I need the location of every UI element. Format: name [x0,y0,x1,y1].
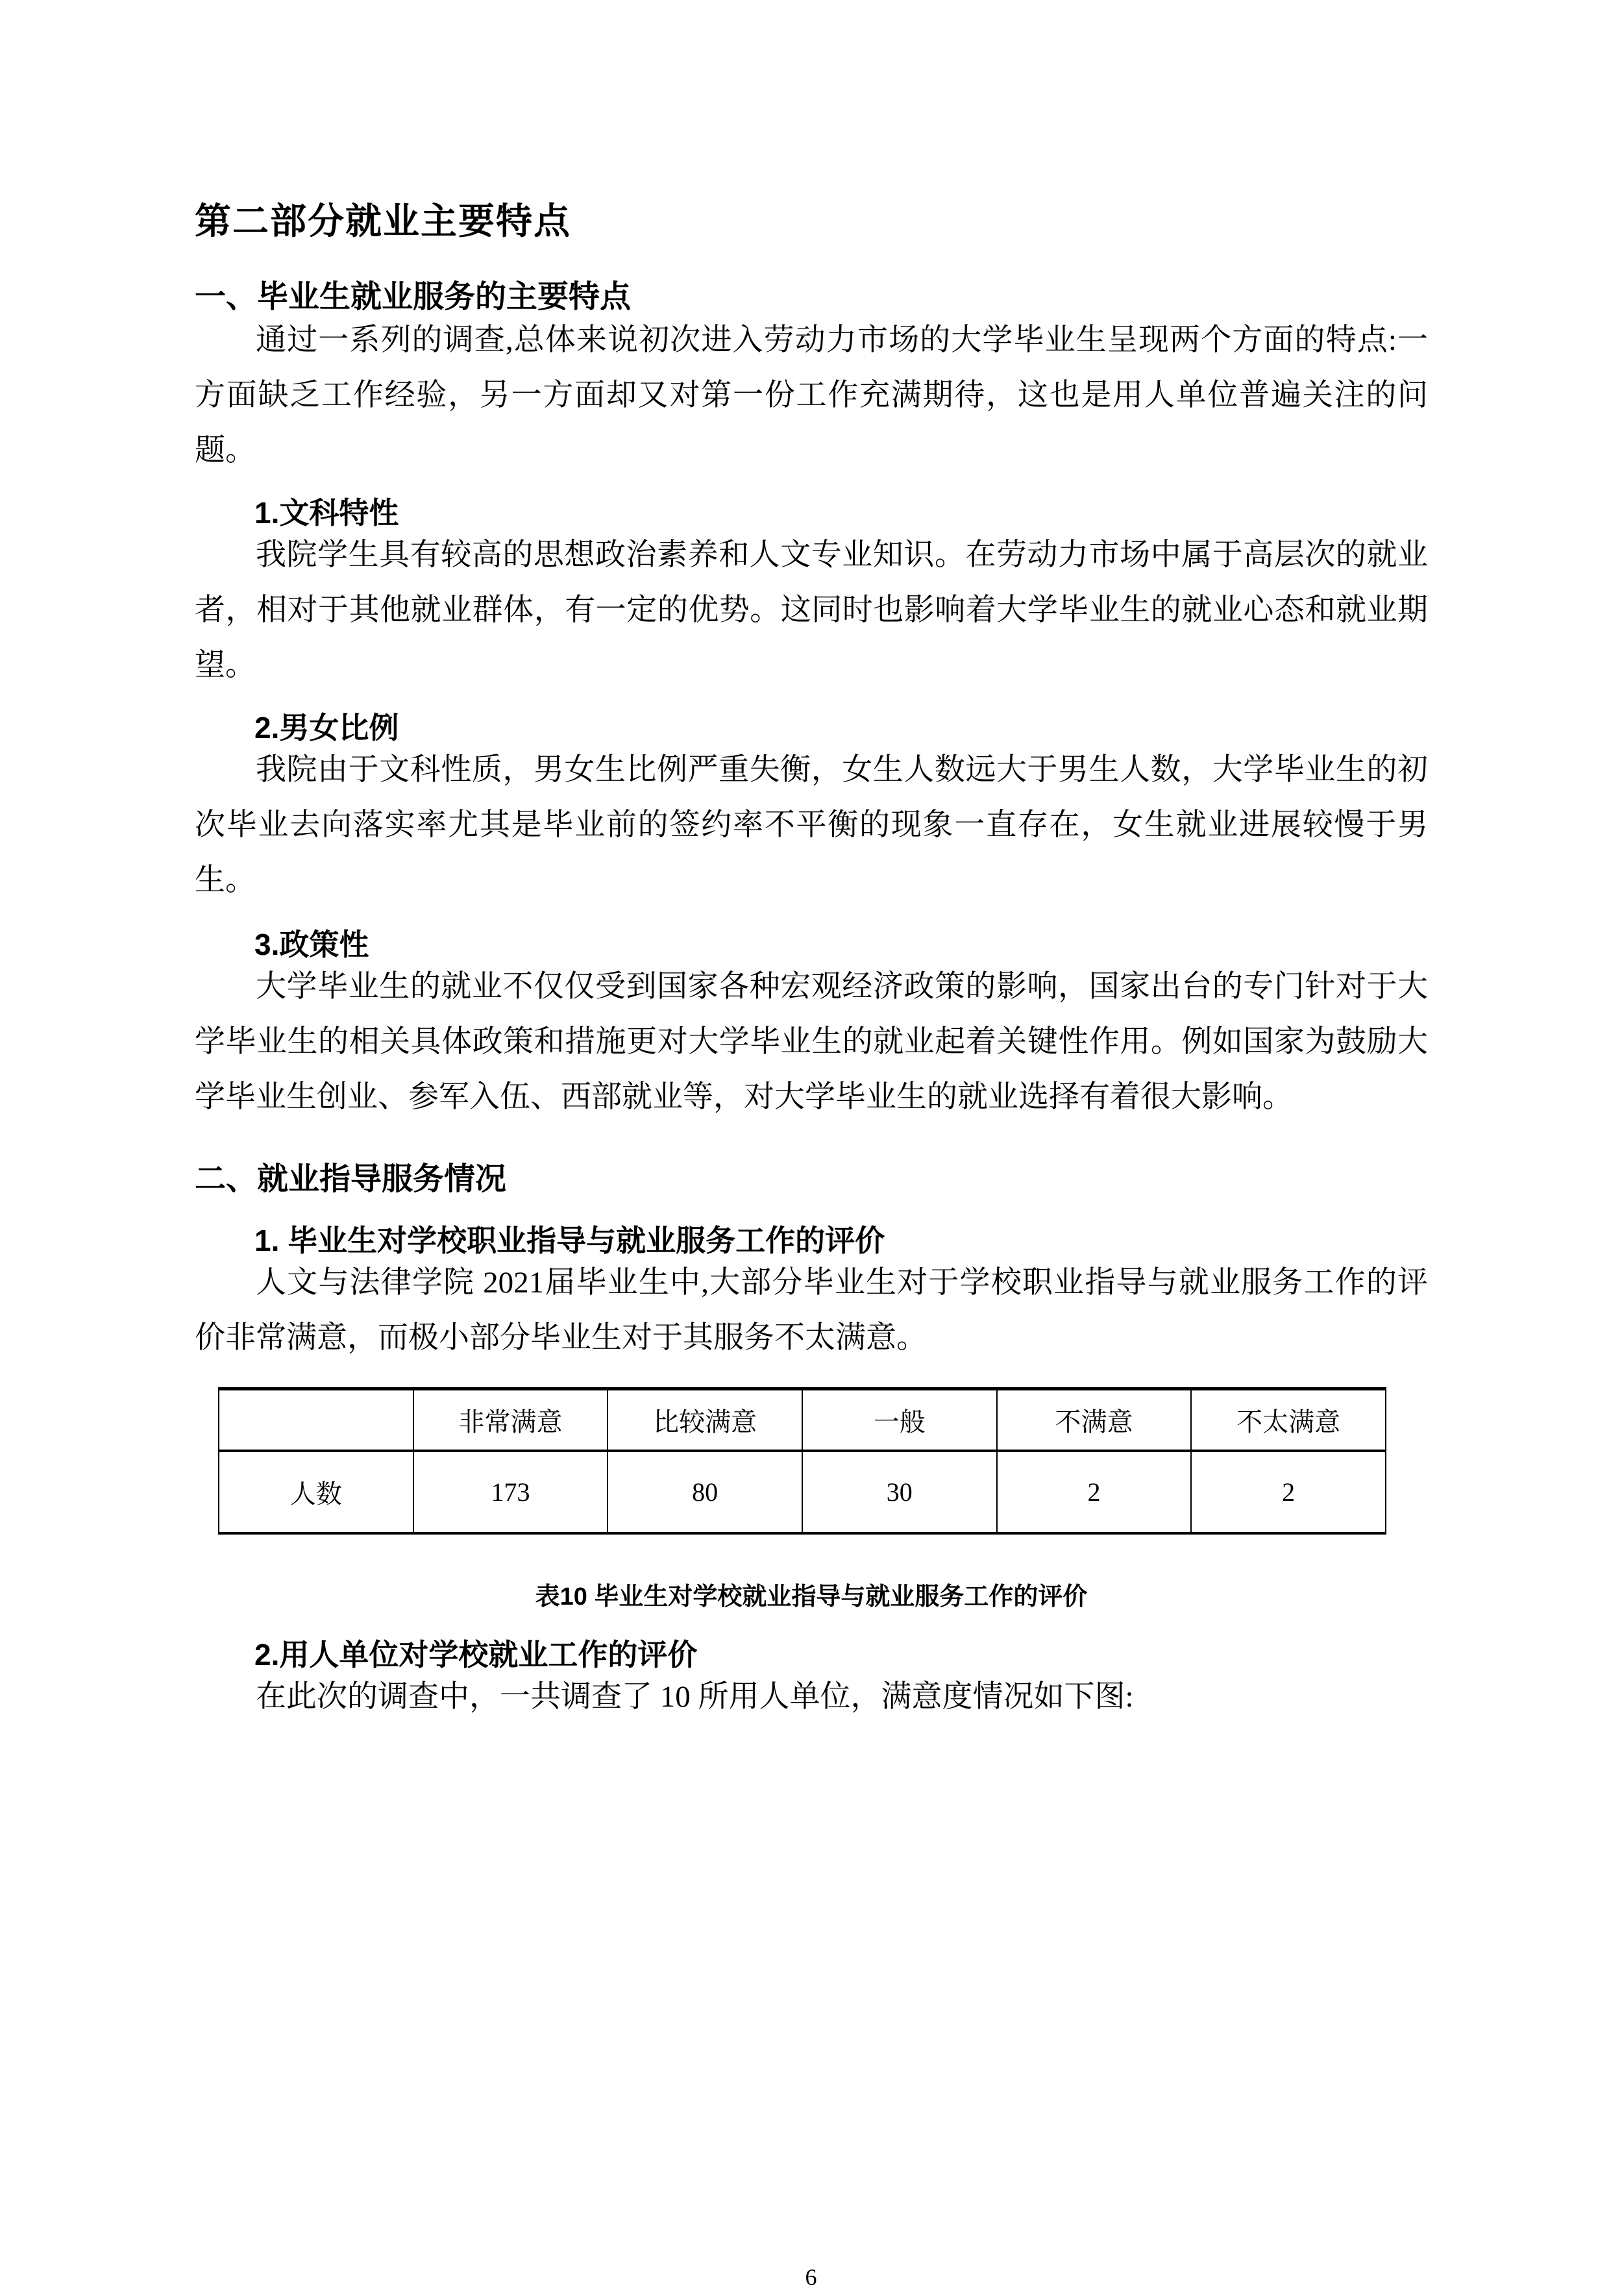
table-cell-value: 80 [608,1451,802,1533]
table-header-empty-cell [219,1389,413,1451]
table-header-very-satisfied: 非常满意 [413,1389,608,1451]
table-header-fairly-satisfied: 比较满意 [608,1389,802,1451]
section1-heading: 一、毕业生就业服务的主要特点 [195,280,632,314]
table-header-less-satisfied: 不太满意 [1191,1389,1386,1451]
satisfaction-table [218,1387,1386,1535]
section2-sub1-heading: 1. 毕业生对学校职业指导与就业服务工作的评价 [254,1224,885,1257]
page-number: 6 [805,2264,817,2290]
section2-heading: 二、就业指导服务情况 [195,1162,507,1196]
section1-intro-paragraph: 通过一系列的调查,总体来说初次进入劳动力市场的大学毕业生呈现两个方面的特点:一方面缺乏工作经验，另一方面却又对第一份工作充满期待，这也是用人单位普遍关注的问题。 [195,323,1428,467]
table-cell-value: 30 [802,1451,997,1533]
page-title: 第二部分就业主要特点 [195,201,571,241]
table-row-label: 人数 [219,1451,413,1533]
section2-sub2-paragraph: 在此次的调查中，一共调查了 10 所用人单位，满意度情况如下图: [256,1679,1134,1714]
table-header-row [219,1389,1386,1451]
section2-sub2-heading: 2.用人单位对学校就业工作的评价 [254,1637,698,1672]
table-header-average: 一般 [802,1389,997,1451]
section1-sub2-heading: 2.男女比例 [254,711,399,745]
table-row [219,1451,1386,1533]
table-cell-value: 2 [1191,1451,1386,1533]
table-header-unsatisfied: 不满意 [997,1389,1192,1451]
table-cell-value: 2 [997,1451,1192,1533]
section1-sub1-heading: 1.文科特性 [254,496,399,530]
section1-sub2-paragraph: 我院由于文科性质，男女生比例严重失衡，女生人数远大于男生人数，大学毕业生的初次毕业去向落实率尤其是毕业前的签约率不平衡的现象一直存在，女生就业进展较慢于男生。 [195,753,1428,897]
section1-sub3-heading: 3.政策性 [254,928,369,961]
table-cell-value: 173 [413,1451,608,1533]
section1-sub3-paragraph: 大学毕业生的就业不仅仅受到国家各种宏观经济政策的影响，国家出台的专门针对于大学毕业生的相关具体政策和措施更对大学毕业生的就业起着关键性作用。例如国家为鼓励大学毕业生创业、参军入伍、西部就业等，对大学毕业生的就业选择有着很大影响。 [195,970,1428,1114]
section2-sub1-paragraph: 人文与法律学院 2021届毕业生中,大部分毕业生对于学校职业指导与就业服务工作的评价非常满意，而极小部分毕业生对于其服务不太满意。 [195,1266,1428,1355]
section1-sub1-paragraph: 我院学生具有较高的思想政治素养和人文专业知识。在劳动力市场中属于高层次的就业者，相对于其他就业群体，有一定的优势。这同时也影响着大学毕业生的就业心态和就业期望。 [195,538,1428,682]
table-caption: 表10 毕业生对学校就业指导与就业服务工作的评价 [535,1583,1088,1611]
